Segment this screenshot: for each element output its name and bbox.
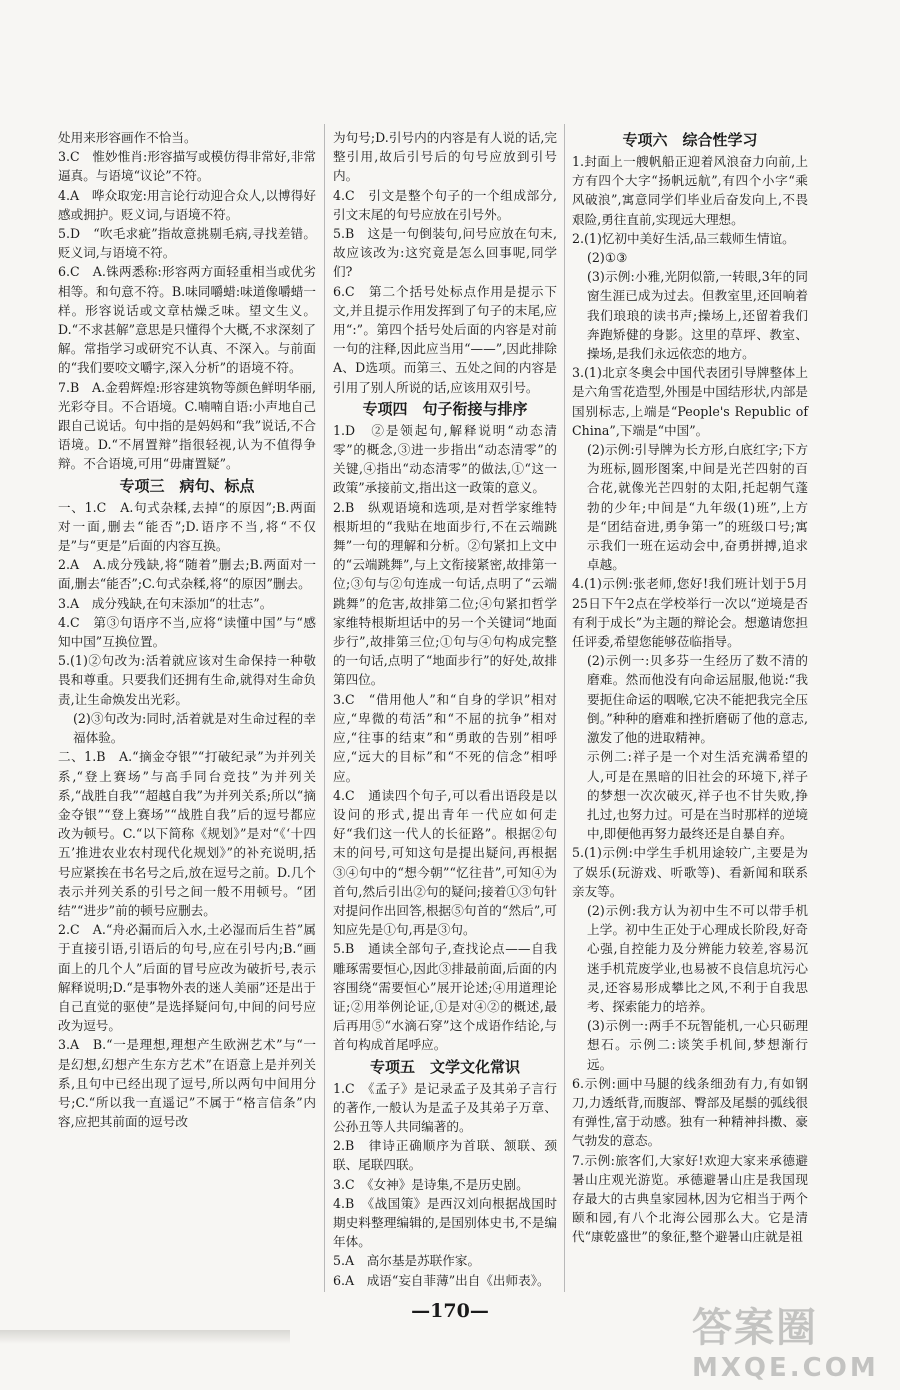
column-2 xyxy=(333,128,557,1290)
answer-paragraph: 4.B 《战国策》是西汉刘向根据战国时期史料整理编辑的,是国别体史书,不是编年体。 xyxy=(333,1195,557,1250)
answer-paragraph: 处用来形容画作不恰当。 xyxy=(58,130,197,145)
answer-paragraph: 2.B 纵观语境和选项,是对哲学家维特根斯坦的“我贴在地面步行,不在云端跳舞”一句的理解和分析。②句紧扣上文中的“云端跳舞”,与上文衔接紧密,故排第一位;③句与②句连成一句话,点明了“云端跳舞”的危害,故排第二位;④句紧扣哲学家维特根斯坦话中的另一个关键词“地面步行”,故排第三位;①句与④句构成完整的一句话,点明了“地面步行”的好处,故排第四位。 xyxy=(333,499,557,688)
answer-paragraph: 4.(1)示例:张老师,您好!我们班计划于5月25日下午2点在学校举行一次以“逆境是否有利于成长”为主题的辩论会。想邀请您担任评委,希望您能够莅临指导。 xyxy=(572,576,808,650)
watermark-bottom-text: MXQE.COM xyxy=(692,1353,879,1383)
answer-paragraph: 4.A 哗众取宠:用言论行动迎合众人,以博得好感或拥护。贬义词,与语境不符。 xyxy=(58,187,316,222)
answer-paragraph: (3)示例:小雅,光阴似箭,一转眼,3年的同窗生涯已成为过去。但教室里,还回响着我们琅琅的读书声;操场上,还留着我们奔跑矫健的身影。这里的草坪、教室、操场,是我们永远依恋的地方。 xyxy=(587,269,808,362)
answer-paragraph: (2)示例一:贝多芬一生经历了数不清的磨难。然而他没有向命运屈服,他说:“我要扼住命运的咽喉,它决不能把我完全压倒。”种种的磨难和挫折磨砺了他的意志,激发了他的进取精神。 xyxy=(587,653,808,746)
answer-paragraph: 5.(1)②句改为:活着就应该对生命保持一种敬畏和尊重。只要我们还拥有生命,就得对生命负责,让生命焕发出光彩。 xyxy=(58,653,316,707)
page-number: —170— xyxy=(411,1300,489,1322)
answer-paragraph: (2)示例:引导牌为长方形,白底红字;下方为班标,圆形图案,中间是光芒四射的百合花,就像光芒四射的太阳,托起朝气蓬勃的少年;中间是“九年级(1)班”,上方是“团结奋进,勇争第一”的班级口号;寓示我们一班在运动会中,奋勇拼搏,追求卓越。 xyxy=(587,442,808,573)
answer-paragraph: 5.B 通读全部句子,查找论点——自我雕琢需要恒心,因此③排最前面,后面的内容围绕“需要恒心”展开论述;④用道理论证;②用举例论证,①是对④②的概述,最后再用⑤“水滴石穿”这个成语作结论,与首句构成首尾呼应。 xyxy=(333,941,557,1053)
column-divider-1 xyxy=(324,124,325,1292)
answer-paragraph: (2)①③ xyxy=(587,250,628,266)
answer-paragraph: 6.C 第二个括号处标点作用是提示下文,并且提示作用发挥到了句子的末尾,应用“:”。第四个括号处后面的内容是对前一句的注释,因此应当用“——”,因此排除A、D选项。而第三、五处之间的内容是引用了别人所说的话,应该用双引号。 xyxy=(333,283,557,395)
answer-paragraph: 6.C A.铢两悉称:形容两方面轻重相当或优劣相等。和句意不符。B.味同嚼蜡:味道像嚼蜡一样。形容说话或文章枯燥乏味。望文生义。D.“不求甚解”意思是只懂得个大概,不求深刻了解。常指学习或研究不认真、不深入。与前面的“我们要咬文嚼字,深入分析”的语境不符。 xyxy=(58,264,316,376)
answer-paragraph: 一、1.C A.句式杂糅,去掉“的原因”;B.两面对一面,删去“能否”;D.语序不当,将“不仅是”与“更是”后面的内容互换。 xyxy=(58,499,316,554)
section-heading: 专项四 句子衔接与排序 xyxy=(362,399,528,418)
answer-paragraph: 1.C 《孟子》是记录孟子及其弟子言行的著作,一般认为是孟子及其弟子万章、公孙丑等人共同编著的。 xyxy=(333,1080,557,1134)
answer-paragraph: (2)③句改为:同时,活着就是对生命过程的幸福体验。 xyxy=(73,710,316,746)
answer-paragraph: 3.A 成分残缺,在句末添加“的壮志”。 xyxy=(58,595,273,611)
answer-paragraph: 5.(1)示例:中学生手机用途较广,主要是为了娱乐(玩游戏、听歌等)、看新闻和联系亲友等。 xyxy=(572,845,808,899)
section-heading: 专项六 综合性学习 xyxy=(622,131,758,149)
answer-paragraph: 1.封面上一艘帆船正迎着风浪奋力向前,上方有四个大字“扬帆远航”,有四个小字“乘风破浪”,寓意同学们毕业后奋发向上,不畏艰险,勇往直前,实现远大理想。 xyxy=(572,154,808,227)
answer-paragraph: (3)示例一:两手不玩智能机,一心只砺理想石。示例二:谈笑手机间,梦想渐行远。 xyxy=(587,1018,808,1072)
answer-paragraph: 3.C “借用他人”和“自身的学识”相对应,“卑微的苟活”和“不屈的抗争”相对应,“往事的结束”和“勇敢的告别”相呼应,“远大的目标”和“不死的信念”相呼应。 xyxy=(333,691,557,784)
answer-paragraph: 3.(1)北京冬奥会中国代表团引导牌整体上是六角雪花造型,外围是中国结形状,内部是国别标志,上端是“People's Republic of China”,下端是“中国”。 xyxy=(572,365,808,438)
column-3 xyxy=(572,128,808,1247)
answer-paragraph: 5.B 这是一句倒装句,问号应放在句末,故应该改为:这究竟是怎么回事呢,同学们? xyxy=(333,226,557,280)
answer-paragraph: 二、1.B A.“摘金夺银”“打破纪录”为并列关系,“登上赛场”与高手同台竞技”为并列关系,“战胜自我”“超越自我”为并列关系;所以“摘金夺银”“登上赛场”“战胜自我”后的逗号都应改为顿号。C.“以下简称《规划》”是对“《‘十四五’推进农业农村现代化规划》”的补充说明,括号应紧挨在书名号之后,放在逗号之前。D.几个表示并列关系的引号之间一般不用顿号。“团结”“进步”前的顿号应删去。 xyxy=(58,749,316,918)
answer-paragraph: 2.B 律诗正确顺序为首联、颔联、颈联、尾联四联。 xyxy=(333,1138,557,1173)
answer-paragraph: 7.示例:旅客们,大家好!欢迎大家来承德避暑山庄观光游览。承德避暑山庄是我国现存最大的古典皇家园林,因为它相当于两个颐和园,有八个北海公园那么大。它是清代“康乾盛世”的象征,整个避暑山庄就是祖 xyxy=(572,1152,808,1245)
section-heading: 专项三 病句、标点 xyxy=(119,476,255,495)
answer-paragraph: (2)示例:我方认为初中生不可以带手机上学。初中生正处于心理成长阶段,好奇心强,自控能力及分辨能力较差,容易沉迷手机荒废学业,也易被不良信息坑污心灵,还容易形成攀比之风,不利于自我思考、探索能力的培养。 xyxy=(587,902,808,1014)
answer-paragraph: 6.A 成语“妄自菲薄”出自《出师表》。 xyxy=(333,1272,550,1288)
answer-paragraph: 2.C A.“舟必漏而后入水,土必湿而后生苔”属于直接引语,引语后的句号,应在引号内;B.“画面上的几个人”后面的冒号应改为破折号,表示解释说明;D.“是事物外表的迷人美丽”还是出于自己直觉的驱使”是选择疑问句,中间的问号应改为逗号。 xyxy=(58,922,316,1034)
answer-paragraph: 6.示例:画中马腿的线条细劲有力,有如钢刀,力透纸背,而腹部、臀部及尾鬃的弧线很有弹性,富于动感。独有一种精神抖擞、豪气勃发的意态。 xyxy=(572,1075,808,1149)
column-divider-2 xyxy=(564,124,565,1292)
answer-paragraph: 3.A B.“一是理想,理想产生欧洲艺术”与“一是幻想,幻想产生东方艺术”在语意上是并列关系,且句中已经出现了逗号,所以两句中间用分号;C.“所以我一直遥记”不属于“格言信条”内容,应把其前面的逗号改 xyxy=(58,1037,316,1130)
watermark-logo xyxy=(692,1296,892,1386)
answer-paragraph: 示例二:祥子是一个对生活充满希望的人,可是在黑暗的旧社会的环境下,祥子的梦想一次次破灭,祥子也不甘失败,挣扎过,也努力过。可是在当时那样的逆境中,即便他再努力最终还是自暴自弃。 xyxy=(587,749,808,842)
answer-paragraph: 2.(1)忆初中美好生活,品三载师生情谊。 xyxy=(572,230,795,246)
column-1 xyxy=(58,128,316,1131)
watermark-top-text: 答案圈 xyxy=(692,1305,818,1351)
answer-paragraph: 5.A 高尔基是苏联作家。 xyxy=(333,1253,481,1269)
answer-paragraph: 7.B A.金碧辉煌:形容建筑物等颜色鲜明华丽,光彩夺目。不合语境。C.喃喃自语:小声地自己跟自己说话。句中指的是妈妈和“我”说话,不合语境。D.“不屑置辩”指很轻视,认为不值得争辩。不合语境,可用“毋庸置疑”。 xyxy=(58,379,316,472)
section-heading: 专项五 文学文化常识 xyxy=(369,1057,520,1076)
page-edge-shadow xyxy=(0,1330,290,1344)
answer-paragraph: 4.C 第③句语序不当,应将“读懂中国”与“感知中国”互换位置。 xyxy=(58,614,316,650)
answer-paragraph: 3.C 《女神》是诗集,不是历史剧。 xyxy=(333,1176,529,1192)
answer-paragraph: 为句号;D.引号内的内容是有人说的话,完整引用,故后引号后的句号应放到引号内。 xyxy=(333,130,557,184)
answer-paragraph: 1.D ②是领起句,解释说明“动态清零”的概念,③进一步指出“动态清零”的关键,④指出“动态清零”的做法,①“这一政策”承接前文,指出这一政策的意义。 xyxy=(333,422,557,496)
answer-paragraph: 5.D “吹毛求疵”指故意挑剔毛病,寻找差错。贬义词,与语境不符。 xyxy=(58,226,316,261)
answer-paragraph: 2.A A.成分残缺,将“随着”删去;B.两面对一面,删去“能否”;C.句式杂糅,将“的原因”删去。 xyxy=(58,557,316,592)
answer-paragraph: 3.C 惟妙惟肖:形容描写或模仿得非常好,非常逼真。与语境“议论”不符。 xyxy=(58,149,316,184)
answer-paragraph: 4.C 引文是整个句子的一个组成部分,引文末尾的句号应放在引号外。 xyxy=(333,187,557,222)
answer-paragraph: 4.C 通读四个句子,可以看出语段是以设问的形式,提出青年一代应如何走好“我们这一代人的长征路”。根据②句末的问号,可知这句是提出疑问,再根据③④句中的“想今朝”“忆往昔”,可知④为首句,然后引出②句的疑问;接着①③句针对提问作出回答,根据⑤句首的“然后”,可知应先是①句,再是③句。 xyxy=(333,787,557,938)
